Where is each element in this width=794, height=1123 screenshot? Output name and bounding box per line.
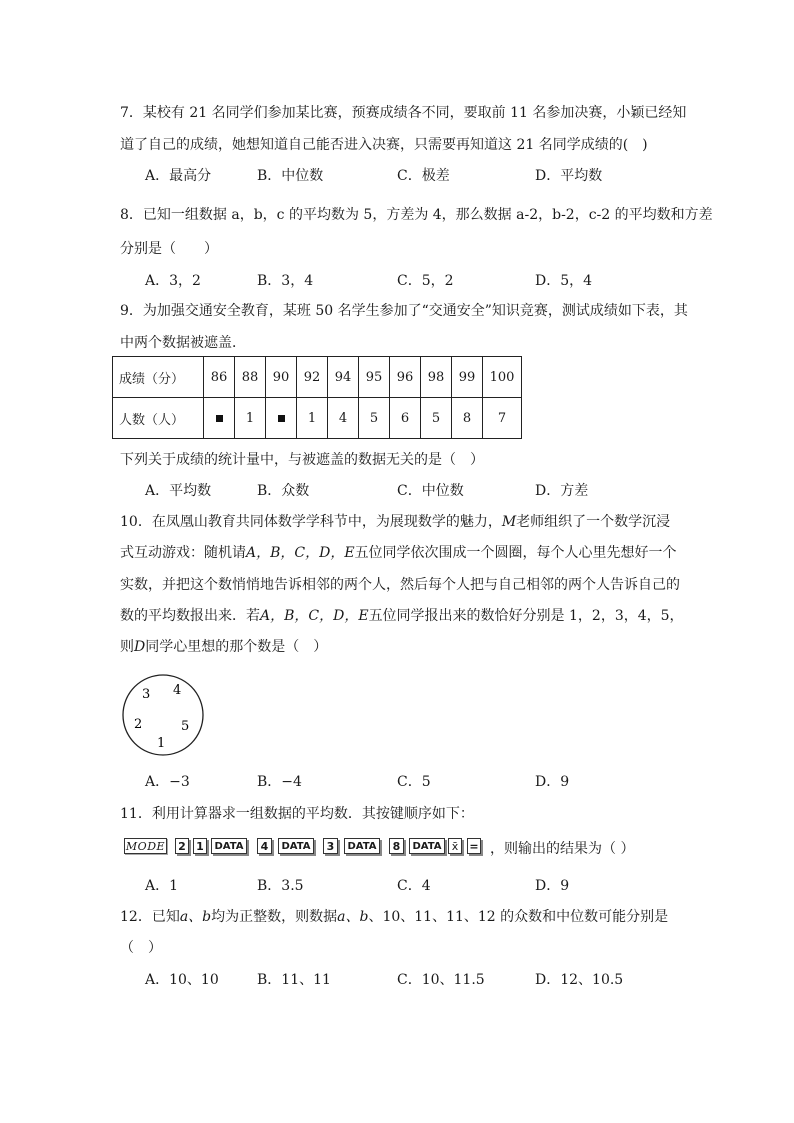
key-mean: x̄ <box>448 838 462 854</box>
count-header: 人数（人） <box>113 398 204 439</box>
circle-number-3: 3 <box>142 687 151 702</box>
q8-option-c[interactable]: C．5，2 <box>397 273 454 289</box>
q12-option-d[interactable]: D．12、10.5 <box>535 972 624 988</box>
q9-option-a[interactable]: A．平均数 <box>145 483 212 499</box>
q8-option-a[interactable]: A．3，2 <box>145 273 201 289</box>
q11-option-b[interactable]: B．3.5 <box>257 878 304 894</box>
circle-number-1: 1 <box>157 736 166 751</box>
key-data: DATA <box>211 838 247 854</box>
q7-stem-line-1: 7．某校有 21 名同学们参加某比赛，预赛成绩各不同，要取前 11 名参加决赛，小颖已经知 <box>120 105 687 121</box>
key-data: DATA <box>278 838 314 854</box>
q10-stem-line-3: 实数，并把这个数悄悄地告诉相邻的两个人，然后每个人把与自己相邻的两个人告诉自己的 <box>120 577 680 593</box>
score-cell: 88 <box>235 357 266 398</box>
key-1: 1 <box>193 838 207 854</box>
q12-option-c[interactable]: C．10、11.5 <box>397 972 485 988</box>
q11-stem: 11．利用计算器求一组数据的平均数．其按键顺序如下： <box>120 806 474 822</box>
q10-stem-line-4: 数的平均数报出来．若A，B，C，D，E五位同学报出来的数恰好分别是 1，2，3，4，5， <box>120 608 684 624</box>
q12-options <box>145 969 705 989</box>
count-row <box>113 398 522 439</box>
q11-option-c[interactable]: C．4 <box>397 878 431 894</box>
q8-stem-line-1: 8．已知一组数据 a，b，c 的平均数为 5，方差为 4，那么数据 a-2，b-2，c-2 的平均数和方差 <box>120 207 713 223</box>
q12-stem-line-2: （ ） <box>120 940 162 956</box>
key-data: DATA <box>409 838 445 854</box>
circle-number-2: 2 <box>134 717 143 732</box>
q10-option-c[interactable]: C．5 <box>397 774 431 790</box>
count-cell: 5 <box>359 398 390 439</box>
q11-option-d[interactable]: D．9 <box>535 878 570 894</box>
count-cell-covered <box>204 398 235 439</box>
score-cell: 94 <box>328 357 359 398</box>
key-data: DATA <box>344 838 380 854</box>
q8-options <box>145 270 705 290</box>
q10-stem-line-5: 则D同学心里想的那个数是（ ） <box>120 639 328 655</box>
q7-option-a[interactable]: A．最高分 <box>145 168 212 184</box>
q12-option-b[interactable]: B．11、11 <box>257 972 331 988</box>
score-cell: 92 <box>297 357 328 398</box>
q9-option-c[interactable]: C．中位数 <box>397 483 464 499</box>
covered-square-icon <box>216 415 223 422</box>
q12-stem-line-1: 12．已知a、b均为正整数，则数据a、b、10、11、11、12 的众数和中位数可能分别是 <box>120 909 669 925</box>
q9-option-d[interactable]: D．方差 <box>535 483 589 499</box>
score-cell: 99 <box>452 357 483 398</box>
score-table <box>112 356 522 439</box>
count-cell-covered <box>266 398 297 439</box>
q11-options <box>145 875 705 895</box>
q7-option-b[interactable]: B．中位数 <box>257 168 324 184</box>
q10-stem-line-1: 10．在凤凰山教育共同体数学学科节中，为展现数学的魅力，M老师组织了一个数学沉浸 <box>120 514 671 530</box>
q7-option-c[interactable]: C．极差 <box>397 168 450 184</box>
q9-stem-line-2: 中两个数据被遮盖． <box>120 335 246 351</box>
count-cell: 5 <box>421 398 452 439</box>
score-row <box>113 357 522 398</box>
q10-option-b[interactable]: B．−4 <box>257 774 302 790</box>
q9-options <box>145 480 705 500</box>
q10-stem-line-2: 式互动游戏：随机请A，B，C，D，E五位同学依次围成一个圆圈，每个人心里先想好一个 <box>120 545 677 561</box>
count-cell: 1 <box>297 398 328 439</box>
score-header: 成绩（分） <box>113 357 204 398</box>
key-3: 3 <box>323 838 338 854</box>
q7-option-d[interactable]: D．平均数 <box>535 168 603 184</box>
key-2: 2 <box>175 838 189 854</box>
circle-number-4: 4 <box>173 683 182 698</box>
q7-options <box>145 165 705 185</box>
count-cell: 8 <box>452 398 483 439</box>
circle-number-5: 5 <box>181 719 190 734</box>
count-cell: 6 <box>390 398 421 439</box>
q8-option-d[interactable]: D．5，4 <box>535 273 593 289</box>
circle-diagram <box>120 674 210 758</box>
q9-option-b[interactable]: B．众数 <box>257 483 310 499</box>
key-8: 8 <box>389 838 404 854</box>
count-cell: 4 <box>328 398 359 439</box>
q9-stem-line-1: 9．为加强交通安全教育，某班 50 名学生参加了“交通安全”知识竞赛，测试成绩如下表，其 <box>120 303 688 319</box>
score-cell: 96 <box>390 357 421 398</box>
q9-question: 下列关于成绩的统计量中，与被遮盖的数据无关的是（ ） <box>120 452 484 468</box>
q8-stem-line-2: 分别是（ ） <box>120 241 218 257</box>
key-mode: MODE <box>125 840 166 853</box>
q10-option-a[interactable]: A．−3 <box>145 774 190 790</box>
q7-stem-line-2: 道了自己的成绩，她想知道自己能否进入决赛，只需要再知道这 21 名同学成绩的( ) <box>120 137 648 153</box>
q8-option-b[interactable]: B．3，4 <box>257 273 314 289</box>
q11-option-a[interactable]: A．1 <box>145 878 179 894</box>
score-cell: 90 <box>266 357 297 398</box>
q11-tail: ，则输出的结果为（ ） <box>490 841 635 857</box>
score-cell: 86 <box>204 357 235 398</box>
q12-option-a[interactable]: A．10、10 <box>145 972 219 988</box>
score-cell: 98 <box>421 357 452 398</box>
score-cell: 95 <box>359 357 390 398</box>
count-cell: 7 <box>483 398 522 439</box>
key-4: 4 <box>257 838 272 854</box>
q10-options <box>145 771 705 791</box>
q10-option-d[interactable]: D．9 <box>535 774 570 790</box>
covered-square-icon <box>278 415 285 422</box>
count-cell: 1 <box>235 398 266 439</box>
score-cell: 100 <box>483 357 522 398</box>
key-equals: = <box>467 838 481 854</box>
